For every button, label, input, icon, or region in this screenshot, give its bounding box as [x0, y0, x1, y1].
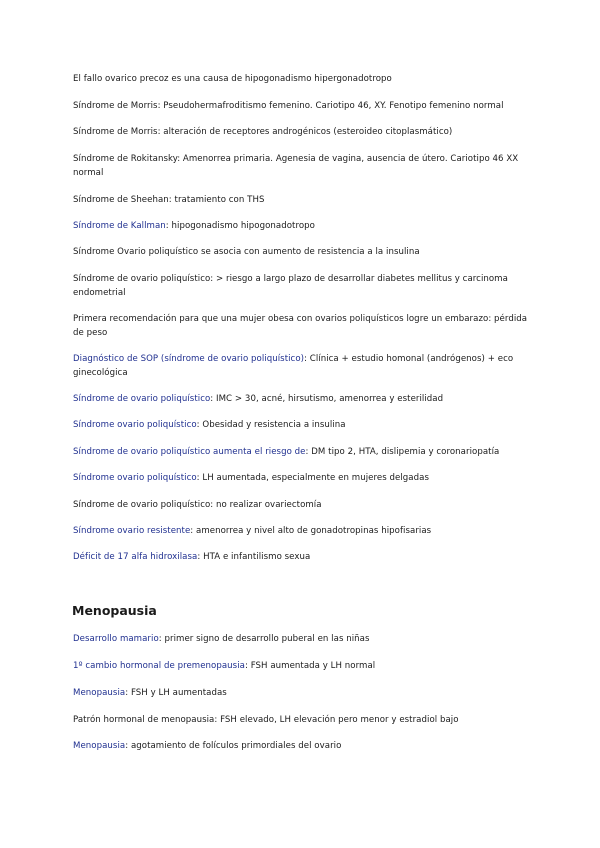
note-item — [73, 193, 533, 207]
note-item — [73, 713, 533, 727]
note-item — [73, 125, 533, 139]
note-item — [73, 219, 533, 233]
note-highlight[interactable]: Síndrome ovario resistente — [73, 526, 191, 536]
note-item — [73, 312, 533, 340]
note-item — [73, 632, 533, 646]
note-text: : FSH aumentada y LH normal — [244, 661, 376, 671]
note-text: : LH aumentada, especialmente en mujeres delgadas — [196, 473, 429, 483]
note-item — [73, 739, 533, 753]
note-item — [73, 418, 533, 432]
note-highlight[interactable]: Menopausia — [73, 688, 126, 698]
note-item — [73, 392, 533, 406]
note-item — [73, 445, 533, 459]
section-heading: Menopausia — [72, 603, 157, 618]
note-item — [73, 152, 533, 180]
note-item — [73, 72, 533, 86]
note-text: Síndrome de Sheehan: tratamiento con THS — [73, 195, 265, 205]
note-text: Patrón hormonal de menopausia: FSH elevado, LH elevación pero menor y estradiol bajo — [73, 715, 459, 725]
note-highlight[interactable]: Desarrollo mamario — [73, 634, 159, 644]
note-item — [73, 686, 533, 700]
note-item — [73, 550, 533, 564]
note-highlight[interactable]: Síndrome de ovario poliquístico — [73, 394, 211, 404]
note-highlight[interactable]: Síndrome ovario poliquístico — [73, 473, 197, 483]
note-text: : hipogonadismo hipogonadotropo — [165, 221, 315, 231]
note-item — [73, 99, 533, 113]
note-item — [73, 245, 533, 259]
note-highlight[interactable]: Síndrome ovario poliquístico — [73, 420, 197, 430]
note-text: : Clínica + estudio homonal (andrógenos) + eco ginecológica — [73, 354, 514, 378]
note-highlight[interactable]: Diagnóstico de SOP (síndrome de ovario poliquístico) — [73, 354, 305, 364]
note-text: : DM tipo 2, HTA, dislipemia y coronariopatía — [305, 447, 500, 457]
note-text: : HTA e infantilismo sexua — [197, 552, 311, 562]
note-highlight[interactable]: Síndrome de Kallman — [73, 221, 166, 231]
note-item — [73, 471, 533, 485]
note-text: Síndrome de Morris: alteración de receptores androgénicos (esteroideo citoplasmático) — [73, 127, 453, 137]
note-highlight[interactable]: 1º cambio hormonal de premenopausia — [73, 661, 245, 671]
note-item — [73, 524, 533, 538]
note-item — [73, 498, 533, 512]
note-text: : amenorrea y nivel alto de gonadotropinas hipofisarias — [190, 526, 432, 536]
note-text: Síndrome de ovario poliquístico: no realizar ovariectomía — [73, 500, 322, 510]
note-text: Síndrome Ovario poliquístico se asocia con aumento de resistencia a la insulina — [73, 247, 420, 257]
note-item — [73, 272, 533, 300]
note-text: : agotamiento de folículos primordiales del ovario — [125, 741, 342, 751]
note-text: El fallo ovarico precoz es una causa de hipogonadismo hipergonadotropo — [73, 74, 392, 84]
note-highlight[interactable]: Menopausia — [73, 741, 126, 751]
note-text: Síndrome de Rokitansky: Amenorrea primaria. Agenesia de vagina, ausencia de útero. Cariotipo 46 XX normal — [73, 154, 519, 178]
note-text: Síndrome de ovario poliquístico: > riesgo a largo plazo de desarrollar diabetes mellitus y carcinoma endometrial — [73, 274, 508, 298]
note-item — [73, 659, 533, 673]
note-text: Primera recomendación para que una mujer obesa con ovarios poliquísticos logre un embarazo: pérdida de peso — [73, 314, 528, 338]
note-text: : Obesidad y resistencia a insulina — [196, 420, 346, 430]
note-highlight[interactable]: Síndrome de ovario poliquístico aumenta el riesgo de — [73, 447, 306, 457]
note-text: : primer signo de desarrollo puberal en las niñas — [158, 634, 370, 644]
note-text: Síndrome de Morris: Pseudohermafroditismo femenino. Cariotipo 46, XY. Fenotipo femenino normal — [73, 101, 504, 111]
note-text: : FSH y LH aumentadas — [125, 688, 227, 698]
note-highlight[interactable]: Déficit de 17 alfa hidroxilasa — [73, 552, 198, 562]
note-item — [73, 352, 533, 380]
note-text: : IMC > 30, acné, hirsutismo, amenorrea y esterilidad — [210, 394, 444, 404]
